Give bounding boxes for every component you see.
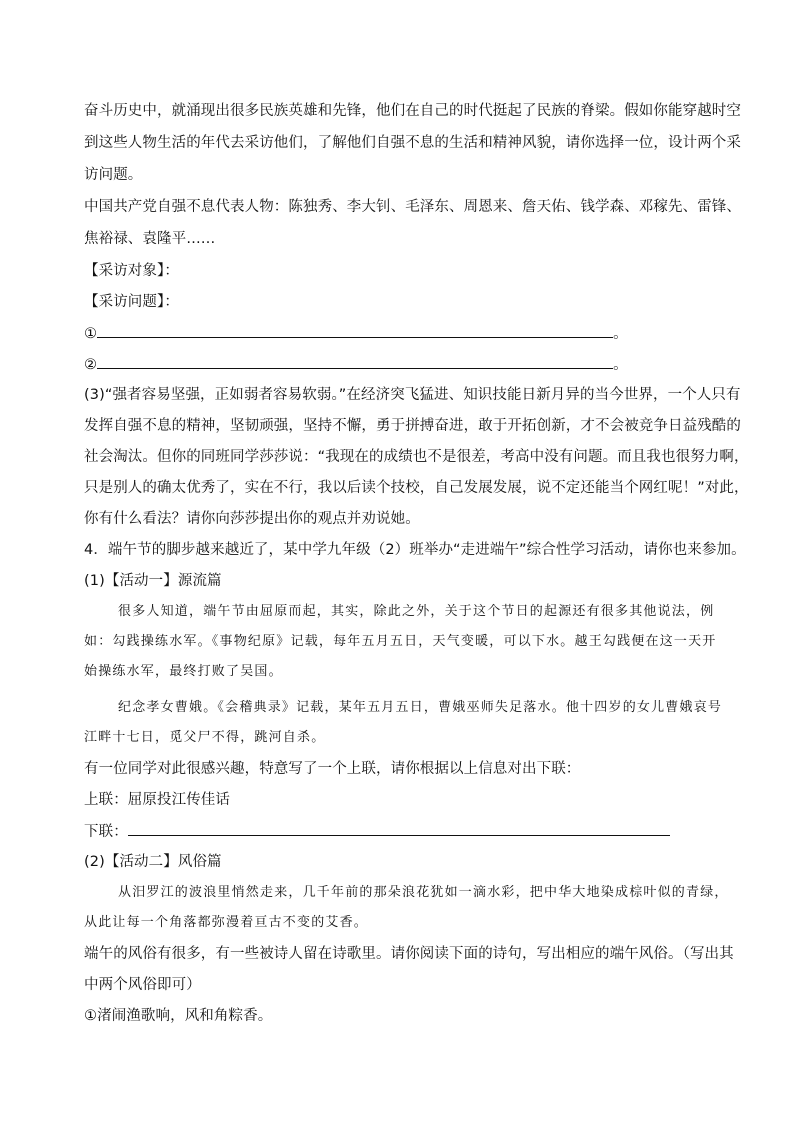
activity-1-title: (1)【活动一】源流篇 xyxy=(84,573,222,589)
upper-couplet: 上联：屈原投江传佳话 xyxy=(84,792,230,808)
question-2-end-mark: 。 xyxy=(613,357,628,373)
representatives-line-2: 焦裕禄、袁隆平…… xyxy=(84,231,216,247)
q3-line-5: 你有什么看法？请你向莎莎提出你的观点并劝说她。 xyxy=(84,511,420,527)
question-2-row xyxy=(84,354,628,375)
lower-couplet-label: 下联： xyxy=(84,824,128,840)
intro-line-3: 访问题。 xyxy=(84,167,143,183)
q3-line-2: 发挥自强不息的精神，坚韧顽强，坚持不懈，勇于拼搏奋进，敢于开拓创新，才不会被竞争日益残酷的 xyxy=(84,418,741,434)
lower-couplet-answer-field[interactable] xyxy=(128,821,670,836)
representatives-line-1: 中国共产党自强不息代表人物：陈独秀、李大钊、毛泽东、周恩来、詹天佑、钱学森、邓稼先、雷锋、 xyxy=(84,199,741,215)
lower-couplet-row xyxy=(84,821,670,842)
a1-p1-line-2: 如：勾践操练水军。《事物纪原》记载，每年五月五日，天气变暖，可以下水。越王勾践便在这一天开 xyxy=(84,634,717,649)
question-1-end-mark: 。 xyxy=(613,326,628,342)
activity-2-title: (2)【活动二】风俗篇 xyxy=(84,854,222,870)
question-1-row xyxy=(84,323,628,344)
a1-p1-line-3: 始操练水军，最终打败了吴国。 xyxy=(84,664,283,679)
q3-line-1: (3)“强者容易坚强，正如弱者容易软弱。”在经济突飞猛进、知识技能日新月异的当今世界，一个人只有 xyxy=(84,387,741,403)
a2-p1-line-1: 从汨罗江的波浪里悄然走来，几千年前的那朵浪花犹如一滴水彩，把中华大地染成棕叶似的青绿， xyxy=(118,885,729,900)
question-1-marker: ① xyxy=(84,326,98,342)
q3-line-3: 社会淘汰。但你的同班同学莎莎说：“我现在的成绩也不是很差，考高中没有问题。而且我也很努力啊， xyxy=(84,449,749,465)
question-2-answer-field[interactable] xyxy=(97,354,613,369)
interview-question-label: 【采访问题】： xyxy=(84,294,179,310)
q3-line-4: 只是别人的确太优秀了，实在不行，我以后读个技校，自己发展发展，说不定还能当个网红呢！”对此， xyxy=(84,480,749,496)
question-1-answer-field[interactable] xyxy=(97,323,613,338)
interview-object-label: 【采访对象】： xyxy=(84,263,179,279)
a1-p2-line-2: 江畔十七日，觅父尸不得，跳河自杀。 xyxy=(84,730,326,745)
q4-intro: 4．端午节的脚步越来越近了，某中学九年级（2）班举办“走进端午”综合性学习活动，请你也来参加。 xyxy=(84,542,746,558)
question-2-marker: ② xyxy=(84,357,98,373)
a1-p1-line-1: 很多人知道，端午节由屈原而起，其实，除此之外，关于这个节日的起源还有很多其他说法，例 xyxy=(118,604,715,619)
couplet-prompt: 有一位同学对此很感兴趣，特意写了一个上联，请你根据以上信息对出下联： xyxy=(84,761,581,777)
customs-prompt-line-2: 中两个风俗即可） xyxy=(84,977,201,993)
a1-p2-line-1: 纪念孝女曹娥。《会稽典录》记载，某年五月五日，曹娥巫师失足落水。他十四岁的女儿曹娥哀号 xyxy=(118,700,723,715)
a2-p1-line-2: 从此让每一个角落都弥漫着亘古不变的艾香。 xyxy=(84,915,369,930)
poem-line-1: ①渚闹渔歌响，风和角粽香。 xyxy=(84,1008,273,1024)
customs-prompt-line-1: 端午的风俗有很多，有一些被诗人留在诗歌里。请你阅读下面的诗句，写出相应的端午风俗。（写出其 xyxy=(84,946,734,962)
intro-line-1: 奋斗历史中，就涌现出很多民族英雄和先锋，他们在自己的时代挺起了民族的脊梁。假如你能穿越时空 xyxy=(84,103,741,119)
intro-line-2: 到这些人物生活的年代去采访他们，了解他们自强不息的生活和精神风貌，请你选择一位，设计两个采 xyxy=(84,135,741,151)
